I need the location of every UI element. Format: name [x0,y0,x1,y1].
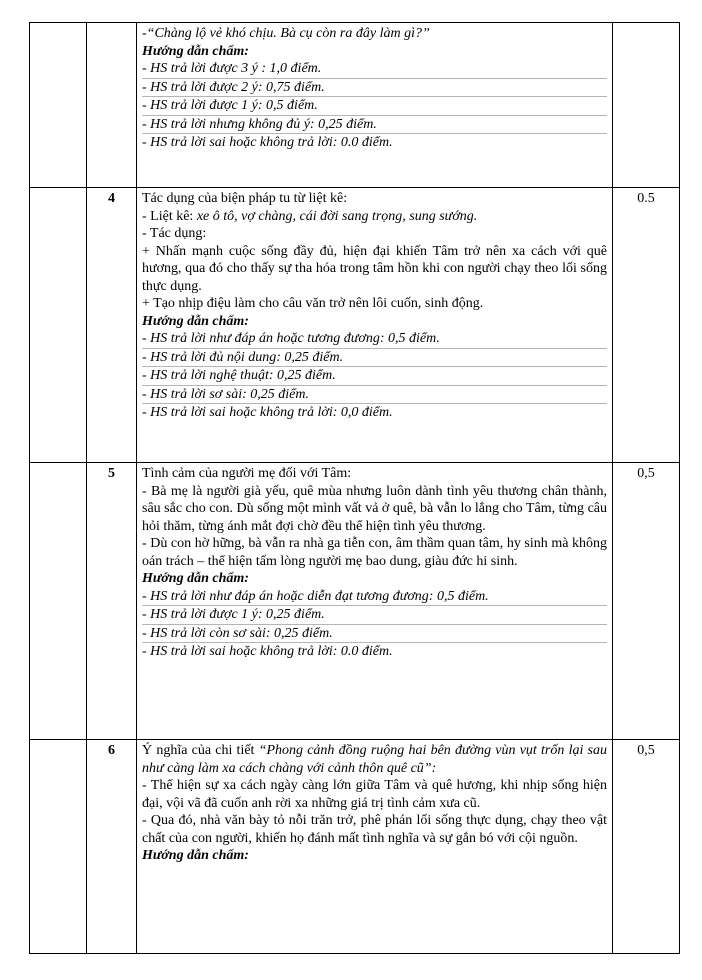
answer-paragraph: - Thể hiện sự xa cách ngày càng lớn giữa Tâm và quê hương, khi nhịp sống hiện đại, vội vã đã cuốn anh rời xa những giá trị tình cảm xưa cũ. [142,778,607,811]
answer-content [137,188,613,463]
empty-cell [30,740,87,954]
table-row [30,23,680,188]
quote-line: -“Chàng lộ vẻ khó chịu. Bà cụ còn ra đây làm gì?” [142,26,430,41]
answer-content [137,463,613,740]
grading-criterion: - HS trả lời được 1 ý: 0,5 điểm. [142,97,607,116]
grading-criterion: - HS trả lời nghệ thuật: 0,25 điểm. [142,367,607,386]
answer-paragraph: - Dù con hờ hững, bà vẫn ra nhà ga tiễn con, âm thầm quan tâm, hy sinh mà không oán trách – thể hiện tấm lòng người mẹ bao dung, giàu đức hi sinh. [142,536,607,569]
grading-criterion: - HS trả lời sai hoặc không trả lời: 0,0 điểm. [142,405,393,420]
answer-title [142,742,607,777]
answer-paragraph: - Qua đó, nhà văn bày tỏ nỗi trăn trở, phê phán lối sống thực dụng, chạy theo vật chất của con người, khiến họ đánh mất tình nghĩa và sự gắn bó với cội nguồn. [142,813,607,846]
answer-paragraph: - Bà mẹ là người già yếu, quê mùa nhưng luôn dành tình yêu thương chân thành, sâu sắc cho con. Dù sống một mình vất vả ở quê, bà vẫn lo lắng cho Tâm, từng câu hỏi thăm, từng ánh mắt đợi chờ đều thể hiện tình yêu thương. [142,483,607,534]
grading-criterion: - HS trả lời được 1 ý: 0,25 điểm. [142,606,607,625]
grading-criterion: - HS trả lời còn sơ sài: 0,25 điểm. [142,625,607,644]
empty-cell [30,23,87,188]
question-number: 5 [87,463,137,740]
grading-guide-heading: Hướng dẫn chấm: [142,848,249,863]
grading-guide-heading: Hướng dẫn chấm: [142,43,249,59]
effect-label: - Tác dụng: [142,226,207,241]
title-quote: “Phong cảnh đồng ruộng hai bên đường vùn vụt trốn lại sau như càng làm xa cách chàng với cảnh thôn quê cũ”: [142,743,607,776]
question-number-cell [87,23,137,188]
grading-guide-heading: Hướng dẫn chấm: [142,313,249,329]
table-row [30,740,680,954]
grading-criterion: - HS trả lời sai hoặc không trả lời: 0.0 điểm. [142,135,393,150]
list-label: - Liệt kê: [142,208,197,224]
effect-point: + Tạo nhịp điệu làm cho câu văn trở nên lôi cuốn, sinh động. [142,296,484,311]
answer-key-table [29,22,680,954]
table-row [30,188,680,463]
answer-content [137,740,613,954]
grading-criterion: - HS trả lời sai hoặc không trả lời: 0.0 điểm. [142,644,393,659]
title-prefix: Ý nghĩa của chi tiết [142,743,259,758]
grading-criterion: - HS trả lời được 3 ý : 1,0 điểm. [142,60,607,79]
empty-cell [30,188,87,463]
grading-criterion: - HS trả lời như đáp án hoặc tương đương: 0,5 điểm. [142,330,607,349]
grading-criterion: - HS trả lời được 2 ý: 0,75 điểm. [142,79,607,98]
grading-guide-heading: Hướng dẫn chấm: [142,571,249,586]
grading-criterion: - HS trả lời đủ nội dung: 0,25 điểm. [142,349,607,368]
score-value: 0,5 [613,740,680,954]
table-row [30,463,680,740]
grading-criterion: - HS trả lời nhưng không đủ ý: 0,25 điểm. [142,116,607,135]
grading-criterion: - HS trả lời sơ sài: 0,25 điểm. [142,386,607,405]
score-value: 0.5 [613,188,680,463]
answer-title: Tác dụng của biện pháp tu từ liệt kê: [142,191,348,206]
answer-content [137,23,613,188]
grading-criterion: - HS trả lời như đáp án hoặc diễn đạt tương đương: 0,5 điểm. [142,588,607,607]
empty-cell [30,463,87,740]
effect-point: + Nhấn mạnh cuộc sống đầy đủ, hiện đại khiến Tâm trở nên xa cách với quê hương, qua đó cho thấy sự tha hóa trong tâm hồn khi con người chạy theo lối sống thực dụng. [142,243,607,294]
question-number: 4 [87,188,137,463]
question-number: 6 [87,740,137,954]
score-cell [613,23,680,188]
answer-title: Tình cảm của người mẹ đối với Tâm: [142,466,352,481]
list-items: xe ô tô, vợ chàng, cái đời sang trọng, sung sướng. [196,208,478,224]
score-value: 0,5 [613,463,680,740]
list-line [142,208,607,226]
